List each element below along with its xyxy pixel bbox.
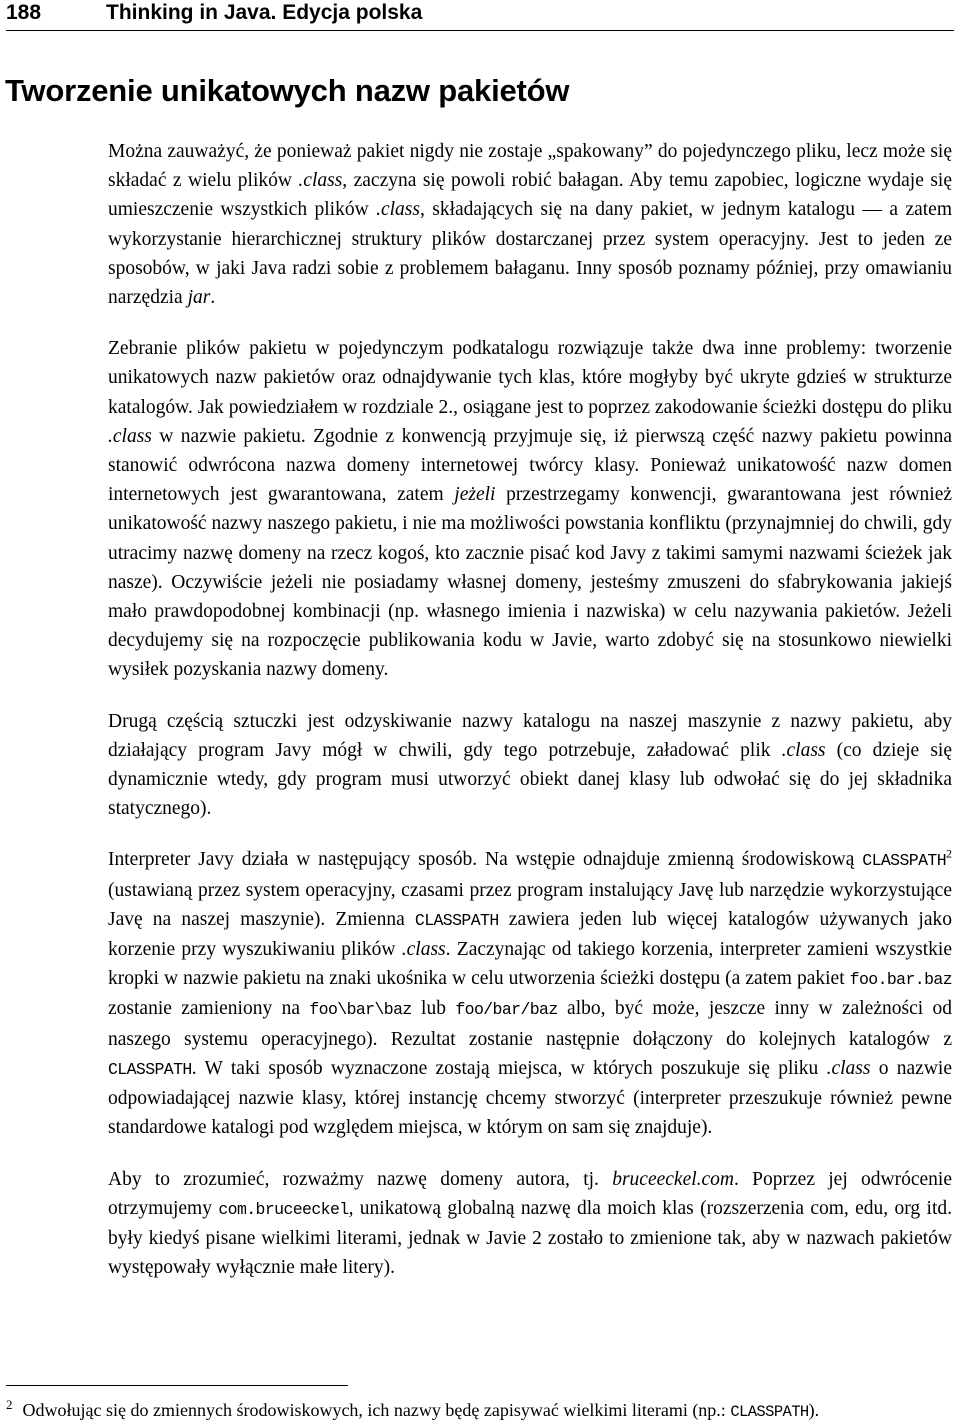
code-term: foo\bar\baz [309, 1000, 412, 1020]
text-run: Aby to zrozumieć, rozważmy nazwę domeny autora, tj. [108, 1168, 613, 1190]
footnote-mark: 2 [6, 1397, 13, 1412]
text-run: , unikatową globalną nazwę dla moich klas (rozszerzenia com, edu, org itd. były kiedyś pisane wielkimi literami, jednak w Javie 2 zostało to zmienione tak, aby w nazwach pakietów występowały wyłącznie małe litery). [108, 1197, 952, 1279]
class-term: .class [108, 425, 152, 447]
paragraph-5 [108, 1165, 952, 1283]
footnote-text-end: ). [808, 1400, 820, 1420]
text-run: Można zauważyć, że ponieważ pakiet nigdy nie zostaje „spakowany” do pojedynczego pliku, lecz może się składać z wielu plików [108, 141, 952, 192]
class-term: .class [298, 170, 343, 192]
text-run: . W taki sposób wyznaczone zostają miejsca, w których poszukuje się pliku [191, 1057, 827, 1079]
footnote [6, 1393, 954, 1424]
code-term: foo.bar.baz [849, 970, 952, 990]
text-run: . Zaczynając od takiego korzenia, interpreter zamieni wszystkie kropki w nazwie pakietu na znaki ukośnika w celu utworzenia ścieżki dostępu (a zatem pakiet [108, 939, 952, 990]
paragraph-1 [108, 137, 952, 312]
class-term: .class [781, 739, 826, 761]
domain-term: bruceeckel.com [612, 1168, 735, 1190]
page-number: 188 [6, 1, 42, 24]
text-run: , zaczyna się powoli robić bałagan. Aby temu zapobiec, logiczne wydaje się umieszczenie wszystkich plików [108, 170, 952, 221]
code-term: CLASSPATH [862, 851, 946, 871]
jar-term: jar [187, 287, 211, 309]
text-run: Interpreter Javy działa w następujący sposób. Na wstępie odnajduje zmienną środowiskową [108, 849, 863, 871]
text-run: Zebranie plików pakietu w pojedynczym podkatalogu rozwiązuje także dwa inne problemy: tworzenie unikatowych nazw pakietów oraz odnajdywanie tych klas, które mogłyby być ukryte gdzieś w strukturze katalogów. Jak powiedziałem w rozdziale 2., osiągane jest to poprzez zakodowanie ścieżki dostępu do pliku [108, 338, 952, 418]
footnote-divider [6, 1385, 348, 1386]
text-run: zawiera jeden lub więcej katalogów używanych jako korzenie przy wyszukiwaniu plików [108, 908, 952, 961]
paragraph-4 [108, 845, 952, 1142]
emphasis-term: jeżeli [454, 484, 496, 506]
code-term: com.bruceeckel [218, 1199, 349, 1219]
body-text [108, 137, 952, 1282]
running-header [6, 0, 954, 31]
class-term: .class [376, 199, 420, 221]
text-run: . [210, 287, 216, 309]
paragraph-3 [108, 707, 952, 824]
class-term: .class [401, 939, 446, 961]
text-run: Drugą częścią sztuczki jest odzyskiwanie nazwy katalogu na naszej maszynie z nazwy pakietu, aby działający program Javy mógł w chwili, gdy tego potrzebuje, załadować plik [108, 710, 952, 761]
text-run: o nazwie odpowiadającej nazwie klasy, której instancję chcemy stworzyć (interpreter przeszukuje również pewne standardowe katalogi pod względem miejsca, w którym on sam się znajduje). [108, 1057, 952, 1139]
text-run: , składających się na dany pakiet, w jednym katalogu — a zatem wykorzystanie hierarchicznej struktury plików dostarczanej przez system operacyjny. Jest to jeden ze sposobów, w jaki Java radzi sobie z problemem bałaganu. Inny sposób poznamy później, przy omawianiu narzędzia [108, 199, 952, 309]
code-term: CLASSPATH [414, 910, 499, 930]
class-term: .class [826, 1057, 871, 1079]
code-term: foo/bar/baz [455, 1000, 558, 1020]
section-title: Tworzenie unikatowych nazw pakietów [5, 73, 570, 108]
footnote-reference[interactable]: 2 [946, 846, 952, 861]
text-run: (ustawianą przez system operacyjny, czasami przez program instalujący Javę lub narzędzie wykorzystujące Javę na naszej maszynie). Zmienna [108, 879, 952, 930]
text-run: albo, być może, jeszcze inny w zależności od naszego systemu operacyjnego). Rezultat zostanie następnie dołączony do kolejnych katalogów z [108, 998, 953, 1050]
code-term: CLASSPATH [730, 1403, 809, 1421]
text-run: (co dzieje się dynamicznie wtedy, gdy program musi utworzyć obiekt danej klasy lub odwołać się do jej składnika statycznego). [108, 739, 952, 820]
paragraph-2 [108, 334, 952, 684]
text-run: w nazwie pakietu. Zgodnie z konwencją przyjmuje się, iż pierwszą część nazwy pakietu powinna stanowić odwrócona nazwa domeny internetowej twórcy klasy. Ponieważ unikatowość nazw domen internetowych jest gwarantowana, zatem [108, 425, 952, 506]
footnote-text: Odwołując się do zmiennych środowiskowych, ich nazwy będę zapisywać wielkimi literami (np.: [22, 1400, 731, 1420]
text-run: lub [411, 998, 456, 1020]
book-title: Thinking in Java. Edycja polska [106, 1, 423, 24]
text-run: zostanie zamieniony na [108, 998, 310, 1020]
text-run: . Poprzez jej odwrócenie otrzymujemy [108, 1168, 952, 1219]
text-run: przestrzegamy konwencji, gwarantowana jest również unikatowość nazwy naszego pakietu, i nie ma możliwości powstania konfliktu (przynajmniej do chwili, gdy utracimy nazwę domeny na rzecz kogoś, kto zacznie pisać kod Javy z takimi samymi nazwami ścieżek jak nasze). Oczywiście jeżeli nie posiadamy własnej domeny, jesteśmy zmuszeni do sfabrykowania jakiejś mało prawdopodobnej kombinacji (np. własnego imienia i nazwiska) w celu nazywania pakietów. Jeżeli decydujemy się na rozpoczęcie publikowania kodu w Javie, warto zdobyć się na stosunkowo niewielki wysiłek pozyskania nazwy domeny. [108, 484, 952, 681]
code-term: CLASSPATH [108, 1059, 192, 1079]
